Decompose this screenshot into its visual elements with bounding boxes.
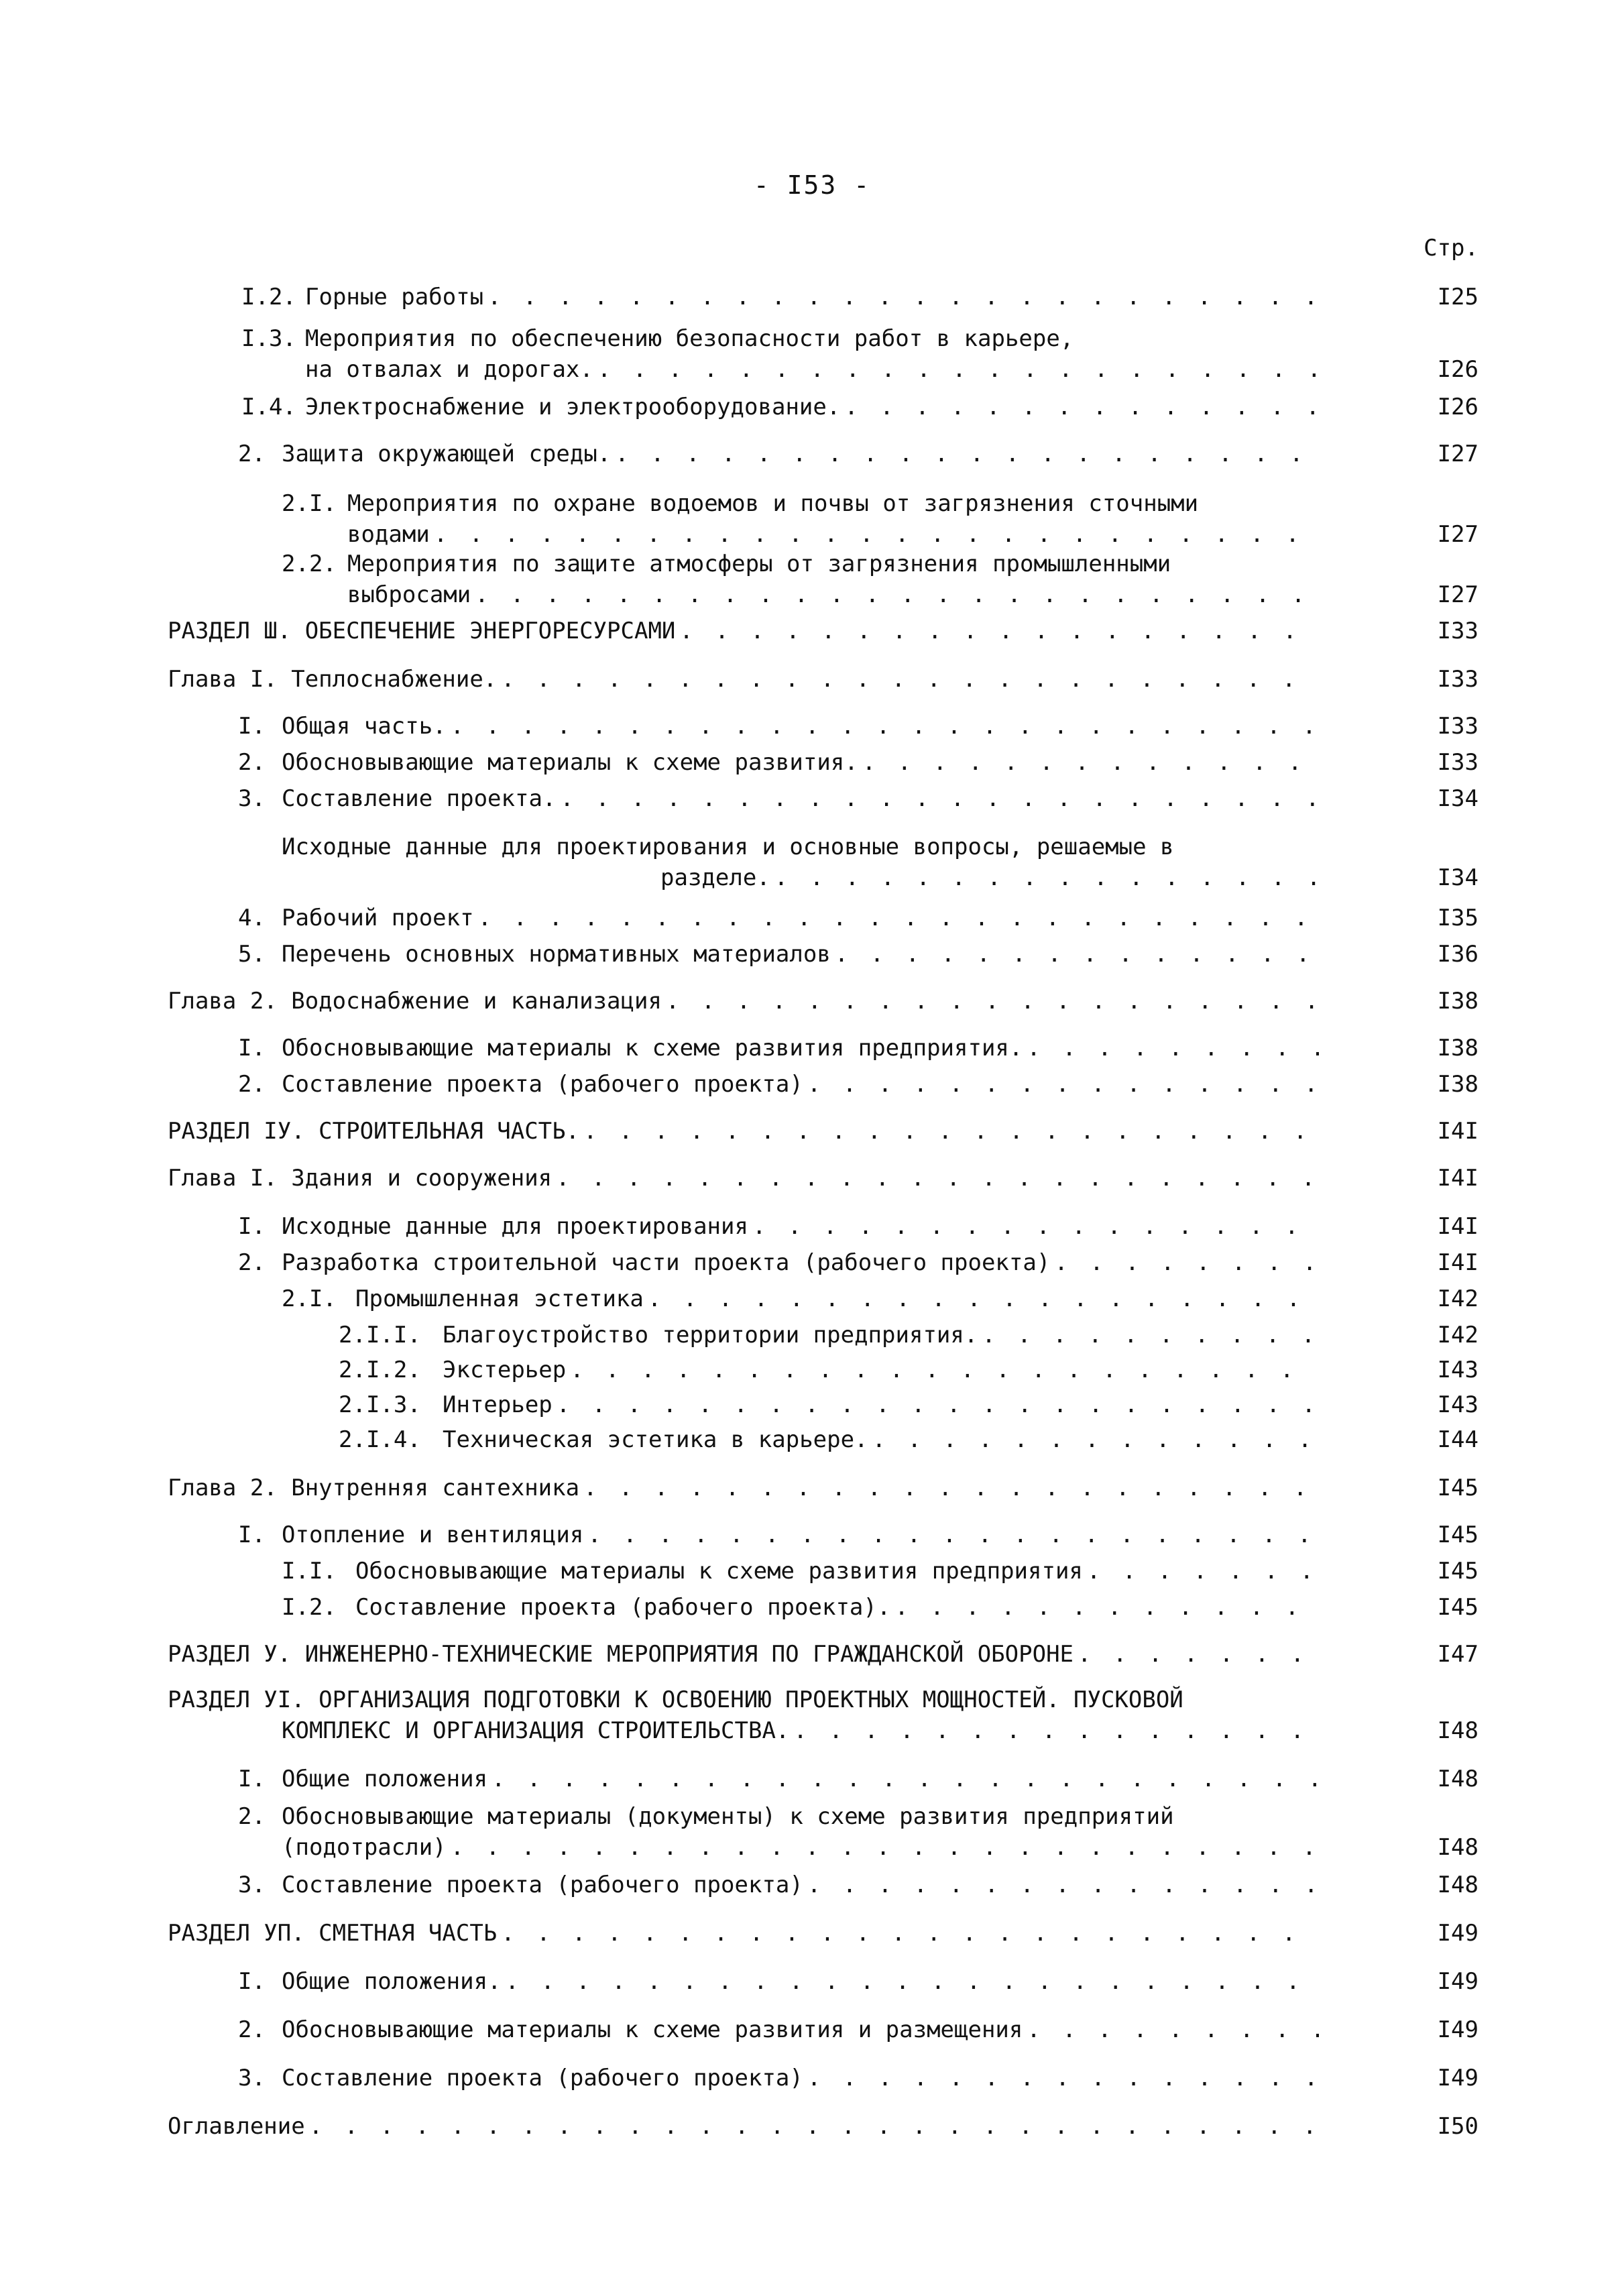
toc-entry-number: 2. <box>238 441 266 467</box>
dot-leader <box>1023 2014 1319 2045</box>
dot-leader <box>803 2063 1319 2093</box>
toc-entry-page: I47 <box>1437 1641 1478 1668</box>
toc-section-title: РАЗДЕЛ У. ИНЖЕНЕРНО-ТЕХНИЧЕСКИЕ МЕРОПРИЯТИЯ ПО ГРАЖДАНСКОЙ ОБОРОНЕ <box>168 1641 1074 1668</box>
toc-section-title: РАЗДЕЛ УП. СМЕТНАЯ ЧАСТЬ <box>168 1920 498 1947</box>
toc-entry-title: Промышленная эстетика <box>355 1285 644 1312</box>
toc-entry-page: I33 <box>1437 713 1478 740</box>
toc-entry-title: Обосновывающие материалы к схеме развития предприятия <box>355 1558 1083 1585</box>
toc-entry-title: Составление проекта (рабочего проекта) <box>282 1872 803 1898</box>
toc-entry-page: I33 <box>1437 618 1478 644</box>
dot-leader <box>978 1320 1319 1351</box>
toc-entry-page: I45 <box>1437 1522 1478 1548</box>
toc-entry-page: I43 <box>1437 1357 1478 1383</box>
toc-entry-title: Общие положения. <box>282 1968 502 1995</box>
toc-entry-title: Мероприятия по охране водоемов и почвы от загрязнения сточными <box>347 490 1199 517</box>
toc-entry-page: I45 <box>1437 1475 1478 1501</box>
toc-section-title: РАЗДЕЛ Ш. ОБЕСПЕЧЕНИЕ ЭНЕРГОРЕСУРСАМИ <box>168 618 676 644</box>
toc-entry-title: Составление проекта (рабочего проекта) <box>282 2065 803 2091</box>
dot-leader <box>305 2111 1319 2142</box>
dot-leader <box>487 1764 1319 1794</box>
toc-entry-title: Общие положения <box>282 1766 488 1792</box>
toc-entry-title-cont: разделе. <box>660 864 770 891</box>
toc-entry-number: 3. <box>238 2065 266 2091</box>
dot-leader <box>553 1389 1319 1420</box>
toc-chapter-title: Глава 2. Внутренняя сантехника <box>168 1475 580 1501</box>
toc-entry-number: 3. <box>238 1872 266 1898</box>
dot-leader <box>840 392 1319 422</box>
dot-leader <box>831 939 1319 970</box>
toc-entry-number: I.4. <box>241 394 296 420</box>
toc-entry-title-cont: (подотрасли) <box>282 1834 447 1861</box>
dot-leader <box>430 519 1319 550</box>
dot-leader <box>611 439 1319 469</box>
dot-leader <box>770 862 1319 893</box>
toc-entry-title: Составление проекта (рабочего проекта) <box>282 1071 803 1098</box>
toc-entry-page: I43 <box>1437 1391 1478 1418</box>
toc-entry-title: Благоустройство территории предприятия. <box>443 1322 978 1348</box>
toc-entry-page: I26 <box>1437 356 1478 383</box>
dot-leader <box>803 1870 1319 1900</box>
toc-entry-title: Техническая эстетика в карьере. <box>443 1426 868 1453</box>
toc-entry-number: 4. <box>238 905 266 931</box>
toc-entry-page: I42 <box>1437 1322 1478 1348</box>
page-column-header: Стр. <box>1424 235 1478 262</box>
toc-entry-page: I44 <box>1437 1426 1478 1453</box>
toc-section-title: РАЗДЕЛ IУ. СТРОИТЕЛЬНАЯ ЧАСТЬ. <box>168 1118 580 1145</box>
dot-leader <box>1023 1033 1319 1064</box>
dot-leader <box>662 986 1319 1017</box>
dot-leader <box>447 711 1319 742</box>
toc-entry-page: I49 <box>1437 2065 1478 2091</box>
toc-entry-page: I4I <box>1437 1118 1478 1145</box>
dot-leader <box>497 664 1319 695</box>
toc-entry-title: Мероприятия по обеспечению безопасности работ в карьере, <box>305 325 1074 352</box>
dot-leader <box>447 1832 1319 1863</box>
toc-entry-title-cont: водами <box>347 521 430 548</box>
toc-entry-number: 2. <box>238 2016 266 2043</box>
toc-entry-page: I48 <box>1437 1717 1478 1744</box>
toc-entry-page: I27 <box>1437 581 1478 608</box>
toc-chapter-title: Глава I. Теплоснабжение. <box>168 666 498 693</box>
toc-entry-page: I38 <box>1437 1035 1478 1061</box>
toc-entry-page: I35 <box>1437 905 1478 931</box>
toc-entry-number: I. <box>238 1213 266 1240</box>
toc-entry-page: I33 <box>1437 749 1478 776</box>
dot-leader <box>803 1069 1319 1100</box>
toc-entry-number: 3. <box>238 785 266 812</box>
toc-entry-number: 5. <box>238 941 266 968</box>
dot-leader <box>483 282 1319 312</box>
dot-leader <box>556 783 1319 814</box>
toc-entry-number: 2.I. <box>282 1285 337 1312</box>
page-number: - I53 - <box>753 170 871 200</box>
toc-entry-page: I48 <box>1437 1766 1478 1792</box>
toc-entry-title: Интерьер <box>443 1391 553 1418</box>
dot-leader <box>890 1592 1319 1623</box>
toc-entry-page: I26 <box>1437 394 1478 420</box>
toc-entry-page: I50 <box>1437 2113 1478 2140</box>
dot-leader <box>471 579 1319 610</box>
toc-chapter-title: Глава I. Здания и сооружения <box>168 1165 553 1192</box>
dot-leader <box>566 1355 1319 1385</box>
toc-entry-title: Общая часть. <box>282 713 447 740</box>
toc-entry-number: I.3. <box>241 325 296 352</box>
toc-entry-number: I. <box>238 1522 266 1548</box>
toc-entry-number: 2.I.I. <box>339 1322 421 1348</box>
toc-entry-page: I25 <box>1437 284 1478 310</box>
dot-leader <box>1083 1556 1319 1587</box>
toc-entry-title: Рабочий проект <box>282 905 474 931</box>
dot-leader <box>474 903 1319 933</box>
toc-entry-title: Составление проекта. <box>282 785 557 812</box>
toc-entry-title: Экстерьер <box>443 1357 567 1383</box>
toc-section-title: РАЗДЕЛ УI. ОРГАНИЗАЦИЯ ПОДГОТОВКИ К ОСВОЕНИЮ ПРОЕКТНЫХ МОЩНОСТЕЙ. ПУСКОВОЙ <box>168 1686 1183 1713</box>
dot-leader <box>497 1918 1319 1949</box>
toc-entry-title: Оглавление <box>168 2113 305 2140</box>
toc-entry-page: I45 <box>1437 1558 1478 1585</box>
toc-entry-page: I4I <box>1437 1249 1478 1276</box>
toc-entry-number: I. <box>238 1766 266 1792</box>
toc-entry-title: Разработка строительной части проекта (рабочего проекта) <box>282 1249 1051 1276</box>
toc-entry-title: Исходные данные для проектирования и основные вопросы, решаемые в <box>282 834 1174 860</box>
dot-leader <box>593 354 1319 385</box>
toc-entry-page: I34 <box>1437 785 1478 812</box>
toc-entry-number: 2. <box>238 1249 266 1276</box>
toc-entry-page: I36 <box>1437 941 1478 968</box>
toc-entry-title: Обосновывающие материалы к схеме развития и размещения <box>282 2016 1023 2043</box>
dot-leader <box>644 1283 1319 1314</box>
toc-entry-number: I.2. <box>241 284 296 310</box>
toc-section-title-cont: КОМПЛЕКС И ОРГАНИЗАЦИЯ СТРОИТЕЛЬСТВА. <box>282 1717 790 1744</box>
dot-leader <box>502 1966 1319 1997</box>
toc-entry-title: Защита окружающей среды. <box>282 441 612 467</box>
toc-entry-page: I4I <box>1437 1213 1478 1240</box>
toc-entry-page: I45 <box>1437 1594 1478 1621</box>
toc-entry-page: I42 <box>1437 1285 1478 1312</box>
toc-entry-title: Обосновывающие материалы к схеме развития. <box>282 749 858 776</box>
toc-entry-title-cont: на отвалах и дорогах. <box>305 356 593 383</box>
toc-entry-page: I27 <box>1437 441 1478 467</box>
dot-leader <box>1050 1247 1319 1278</box>
toc-entry-number: 2.I.3. <box>339 1391 421 1418</box>
toc-entry-page: I49 <box>1437 2016 1478 2043</box>
toc-entry-page: I27 <box>1437 521 1478 548</box>
dot-leader <box>1074 1639 1319 1670</box>
toc-entry-title: Горные работы <box>305 284 484 310</box>
toc-entry-number: 2. <box>238 749 266 776</box>
toc-entry-number: 2. <box>238 1803 266 1830</box>
toc-entry-page: I34 <box>1437 864 1478 891</box>
toc-entry-number: 2.I.4. <box>339 1426 421 1453</box>
dot-leader <box>868 1424 1319 1455</box>
toc-chapter-title: Глава 2. Водоснабжение и канализация <box>168 988 662 1015</box>
toc-entry-number: I.2. <box>282 1594 337 1621</box>
toc-entry-number: I. <box>238 1968 266 1995</box>
toc-entry-page: I4I <box>1437 1165 1478 1192</box>
toc-entry-number: 2.I. <box>282 490 337 517</box>
toc-entry-page: I48 <box>1437 1834 1478 1861</box>
toc-entry-title: Электроснабжение и электрооборудование. <box>305 394 841 420</box>
dot-leader <box>748 1211 1319 1242</box>
toc-entry-title: Составление проекта (рабочего проекта). <box>355 1594 891 1621</box>
toc-entry-number: I.I. <box>282 1558 337 1585</box>
dot-leader <box>579 1116 1319 1147</box>
toc-entry-number: 2.2. <box>282 551 337 577</box>
toc-entry-title: Обосновывающие материалы (документы) к схеме развития предприятий <box>282 1803 1174 1830</box>
toc-entry-page: I33 <box>1437 666 1478 693</box>
toc-entry-title: Отопление и вентиляция <box>282 1522 584 1548</box>
toc-entry-page: I38 <box>1437 988 1478 1015</box>
toc-entry-number: I. <box>238 713 266 740</box>
toc-entry-page: I38 <box>1437 1071 1478 1098</box>
dot-leader <box>583 1519 1319 1550</box>
toc-entry-title: Исходные данные для проектирования <box>282 1213 748 1240</box>
dot-leader <box>552 1163 1319 1194</box>
toc-entry-page: I49 <box>1437 1920 1478 1947</box>
toc-entry-page: I49 <box>1437 1968 1478 1995</box>
toc-entry-title: Мероприятия по защите атмосферы от загрязнения промышленными <box>347 551 1171 577</box>
dot-leader <box>858 747 1319 778</box>
toc-entry-number: 2. <box>238 1071 266 1098</box>
dot-leader <box>789 1715 1319 1746</box>
dot-leader <box>579 1473 1319 1503</box>
dot-leader <box>675 616 1319 646</box>
toc-entry-title: Обосновывающие материалы к схеме развития предприятия. <box>282 1035 1023 1061</box>
toc-entry-page: I48 <box>1437 1872 1478 1898</box>
toc-entry-title: Перечень основных нормативных материалов <box>282 941 831 968</box>
toc-entry-number: I. <box>238 1035 266 1061</box>
toc-entry-number: 2.I.2. <box>339 1357 421 1383</box>
toc-entry-title-cont: выбросами <box>347 581 471 608</box>
